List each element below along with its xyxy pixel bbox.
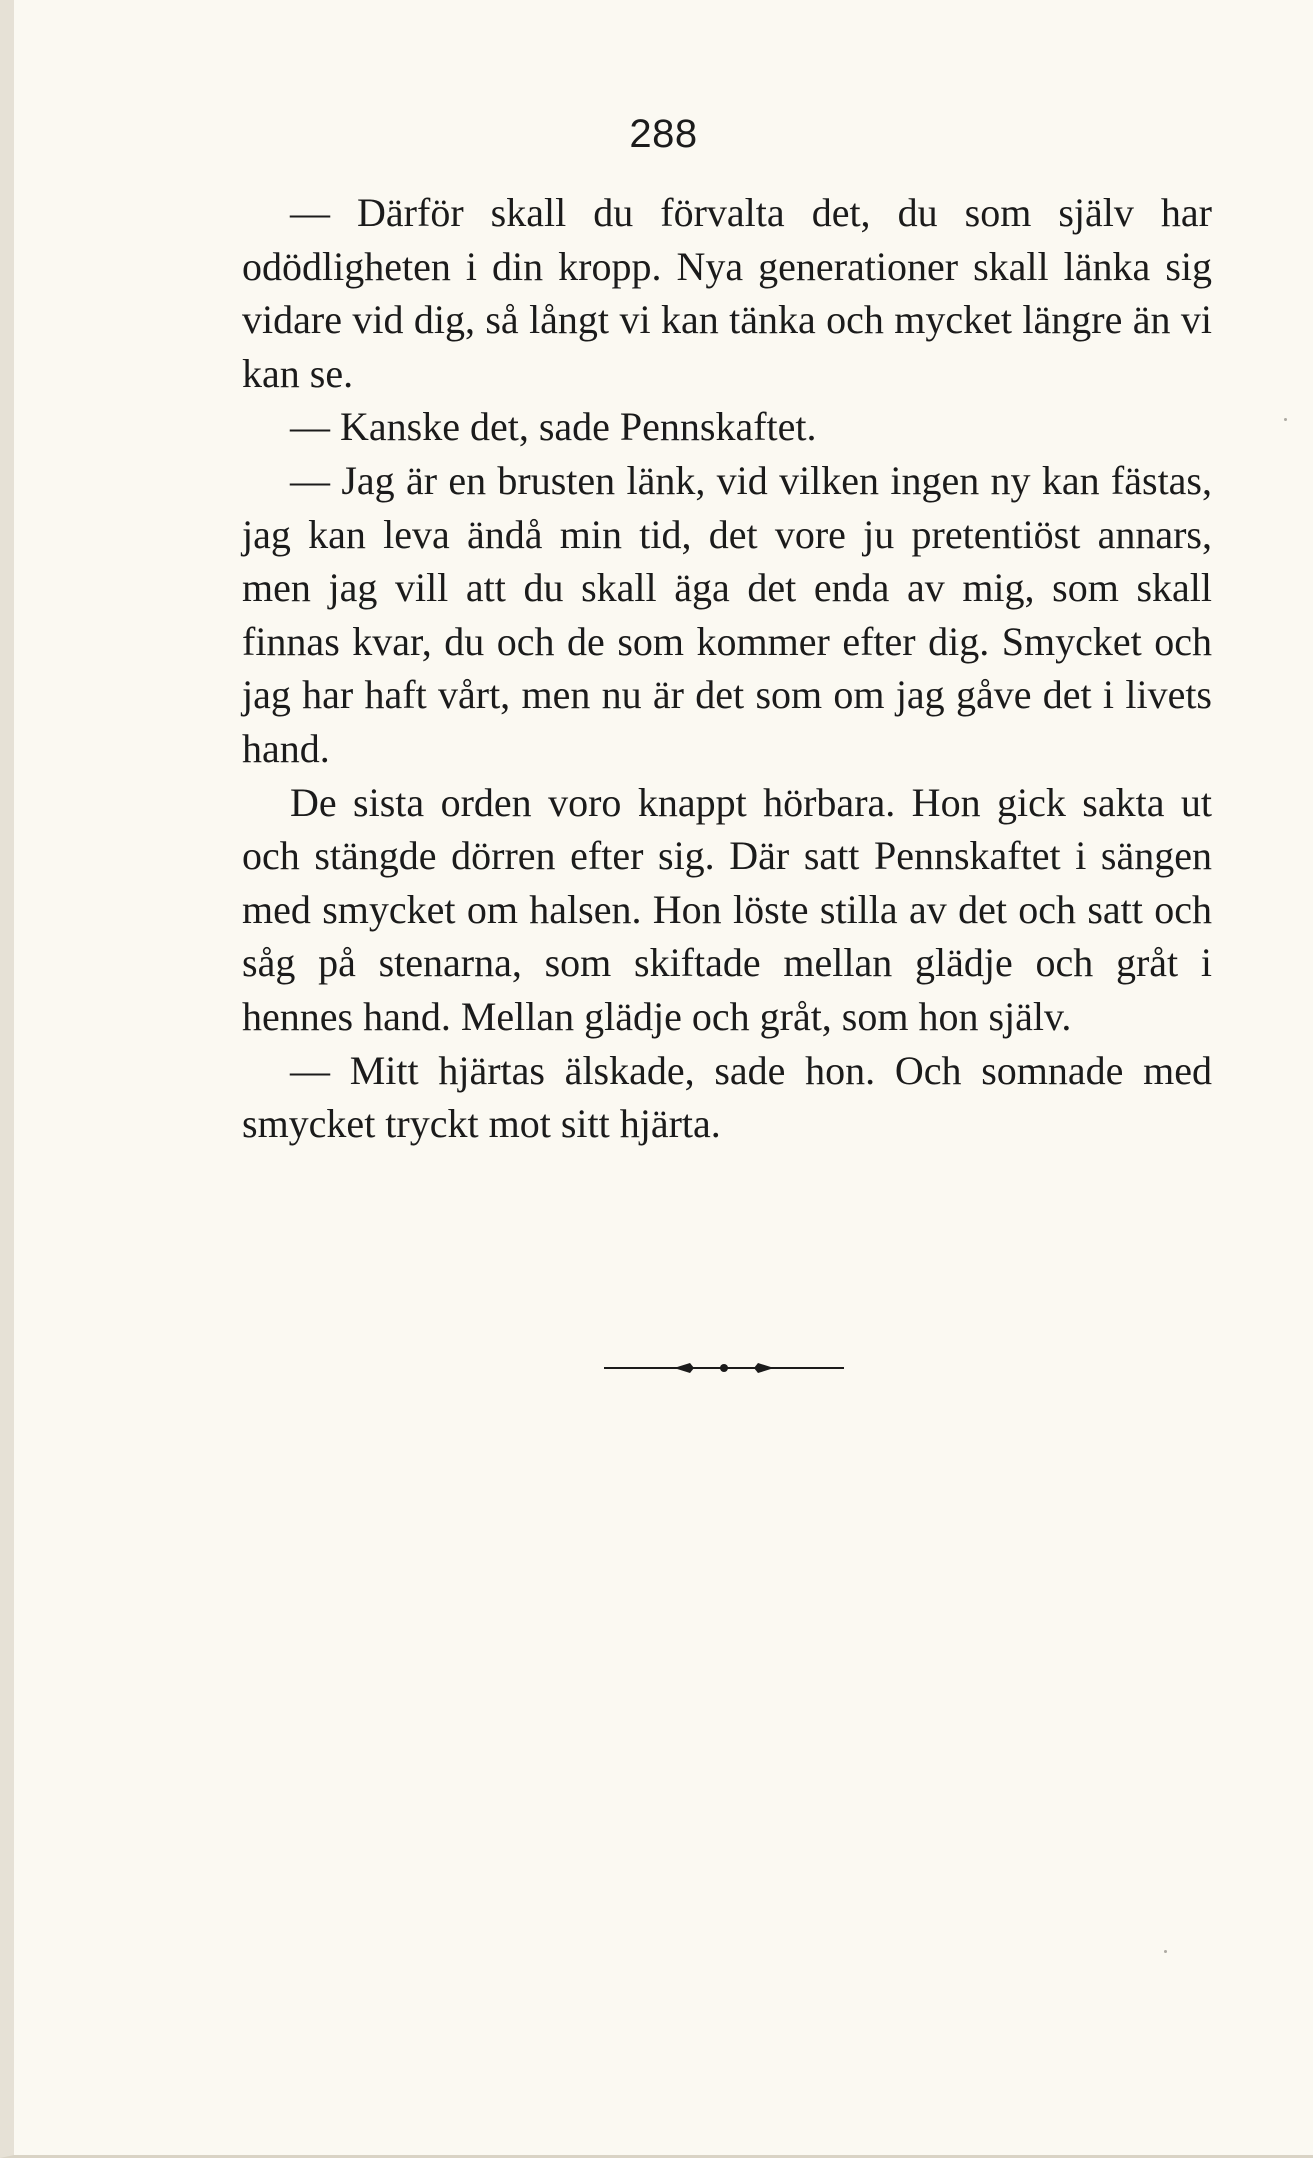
paragraph-1: — Därför skall du förvalta det, du som själv har odödligheten i din kropp. Nya generationer skall länka sig vidare vid dig, så långt vi kan tänka och mycket längre än vi kan se. <box>242 190 1212 396</box>
divider-ornament-icon <box>604 1360 844 1376</box>
paragraph-2: — Kanske det, sade Pennskaftet. <box>290 404 817 450</box>
paper-speck <box>1284 418 1287 421</box>
paragraph-3: — Jag är en brusten länk, vid vilken ingen ny kan fästas, jag kan leva ändå min tid, det vore ju pretentiöst annars, men jag vill att du skall äga det enda av mig, som skall finnas kvar, du och de som kommer efter dig. Smycket och jag har haft vårt, men nu är det som om jag gåve det i livets hand. <box>242 457 1212 771</box>
paragraph-5: — Mitt hjärtas älskade, sade hon. Och somnade med smycket tryckt mot sitt hjärta. <box>242 1047 1212 1147</box>
paper-speck <box>1164 1950 1167 1953</box>
paragraph-4: De sista orden voro knappt hörbara. Hon gick sakta ut och stängde dörren efter sig. Där satt Pennskaftet i sängen med smycket om halsen. Hon löste stilla av det och satt och såg på stenarna, som skiftade mellan glädje och gråt i hennes hand. Mellan glädje och gråt, som hon själv. <box>242 779 1212 1039</box>
page-number: 288 <box>629 112 698 156</box>
body-text <box>242 186 1212 1151</box>
